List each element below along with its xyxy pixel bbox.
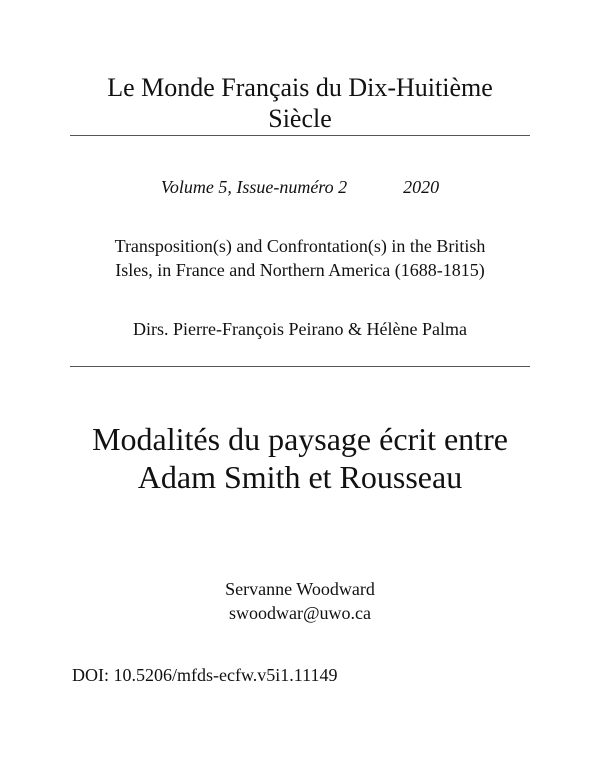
publication-year: 2020 bbox=[403, 177, 440, 197]
article-title-line-1: Modalités du paysage écrit entre bbox=[92, 421, 508, 457]
author-email: swoodwar@uwo.ca bbox=[228, 603, 372, 623]
journal-title bbox=[70, 72, 530, 134]
article-title bbox=[40, 420, 560, 496]
doi-line: DOI: 10.5206/mfds-ecfw.v5i1.11149 bbox=[72, 665, 338, 685]
article-title-line-2: Adam Smith et Rousseau bbox=[137, 459, 463, 495]
author-name: Servanne Woodward bbox=[225, 579, 375, 599]
top-divider bbox=[70, 135, 530, 136]
issue-theme-line-1: Transposition(s) and Confrontation(s) in the British bbox=[114, 236, 486, 256]
issue-theme bbox=[70, 234, 530, 282]
journal-title-line-1: Le Monde Français du Dix-Huitième bbox=[107, 73, 493, 102]
volume-issue: Volume 5, Issue-numéro 2 bbox=[160, 177, 348, 197]
author-block bbox=[70, 577, 530, 625]
journal-title-line-2: Siècle bbox=[268, 104, 332, 133]
middle-divider bbox=[70, 366, 530, 367]
issue-directors: Dirs. Pierre-François Peirano & Hélène Palma bbox=[133, 319, 467, 339]
volume-line bbox=[70, 176, 530, 198]
issue-theme-line-2: Isles, in France and Northern America (1688-1815) bbox=[115, 260, 485, 280]
